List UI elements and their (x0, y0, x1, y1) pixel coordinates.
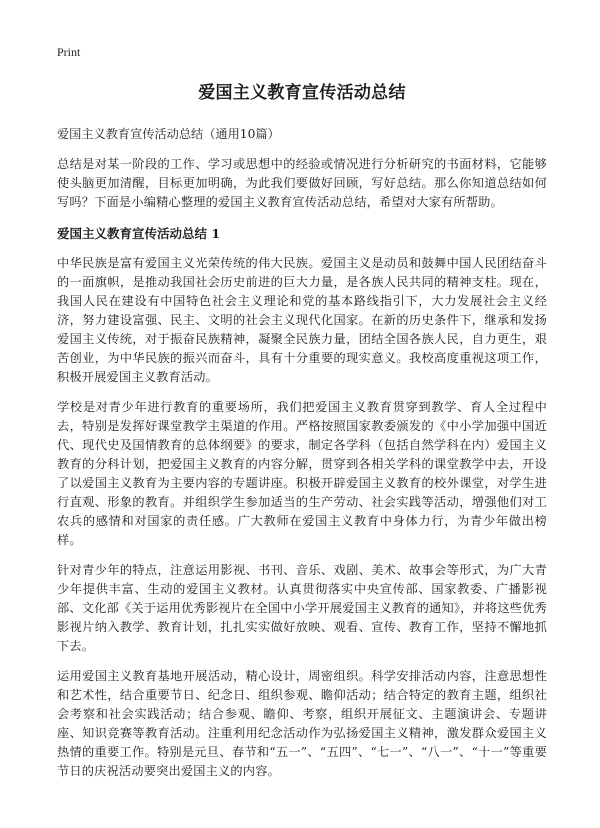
document-subtitle: 爱国主义教育宣传活动总结（通用10篇） (57, 127, 280, 141)
print-label[interactable]: Print (57, 45, 81, 59)
body-paragraph-1: 中华民族是富有爱国主义光荣传统的伟大民族。爱国主义是动员和鼓舞中国人民团结奋斗的一面旗帜，是推动我国社会历史前进的巨大力量，是各族人民共同的精神支柱。现在，我国人民在建设有中国特色社会主义理论和党的基本路线指引下，大力发展社会主义经济，努力建设富强、民主、文明的社会主义现代化国家。在新的历史条件下，继承和发扬爱国主义传统，对于振奋民族精神，凝聚全民族力量，团结全国各族人民，自力更生，艰苦创业，为中华民族的振兴而奋斗，具有十分重要的现实意义。我校高度重视这项工作，积极开展爱国主义教育活动。 (57, 256, 547, 384)
section-heading: 爱国主义教育宣传活动总结 1 (57, 226, 221, 241)
body-paragraph-3: 针对青少年的特点，注意运用影视、书刊、音乐、戏剧、美术、故事会等形式，为广大青少年提供丰富、生动的爱国主义教材。认真贯彻落实中央宣传部、国家教委、广播影视部、文化部《关于运用优秀影视片在全国中小学开展爱国主义教育的通知》，并将这些优秀影视片纳入教学、教育计划，扎扎实实做好放映、观看、宣传、教育工作，坚持不懈地抓下去。 (57, 563, 547, 653)
document-title: 爱国主义教育宣传活动总结 (198, 83, 406, 103)
body-paragraph-4: 运用爱国主义教育基地开展活动，精心设计，周密组织。科学安排活动内容，注意思想性和艺术性，结合重要节日、纪念日、组织参观、瞻仰活动；结合特定的教育主题，组织社会考察和社会实践活动；结合参观、瞻仰、考察，组织开展征文、主题演讲会、专题讲座、知识竞赛等教育活动。注重利用纪念活动作为弘扬爱国主义精神，激发群众爱国主义热情的重要工作。特别是元旦、春节和“五一”、“五四”、“七一”、“八一”、“十一”等重要节日的庆祝活动要突出爱国主义的内容。 (57, 669, 547, 778)
body-paragraph-2: 学校是对青少年进行教育的重要场所，我们把爱国主义教育贯穿到教学、育人全过程中去，特别是发挥好课堂教学主渠道的作用。严格按照国家教委颁发的《中小学加强中国近代、现代史及国情教育的总体纲要》的要求，制定各学科（包括自然学科在内）爱国主义教育的分科计划，把爱国主义教育的内容分解，贯穿到各相关学科的课堂教学中去，开设了以爱国主义教育为主要内容的专题讲座。积极开辟爱国主义教育的校外课堂，对学生进行直观、形象的教育。并组织学生参加适当的生产劳动、社会实践等活动，增强他们对工农兵的感情和对国家的责任感。广大教师在爱国主义教育中身体力行，为青少年做出榜样。 (57, 400, 547, 547)
intro-paragraph: 总结是对某一阶段的工作、学习或思想中的经验或情况进行分析研究的书面材料，它能够使头脑更加清醒，目标更加明确，为此我们要做好回顾，写好总结。那么你知道总结如何写吗？下面是小编精心整理的爱国主义教育宣传活动总结，希望对大家有所帮助。 (57, 157, 547, 209)
